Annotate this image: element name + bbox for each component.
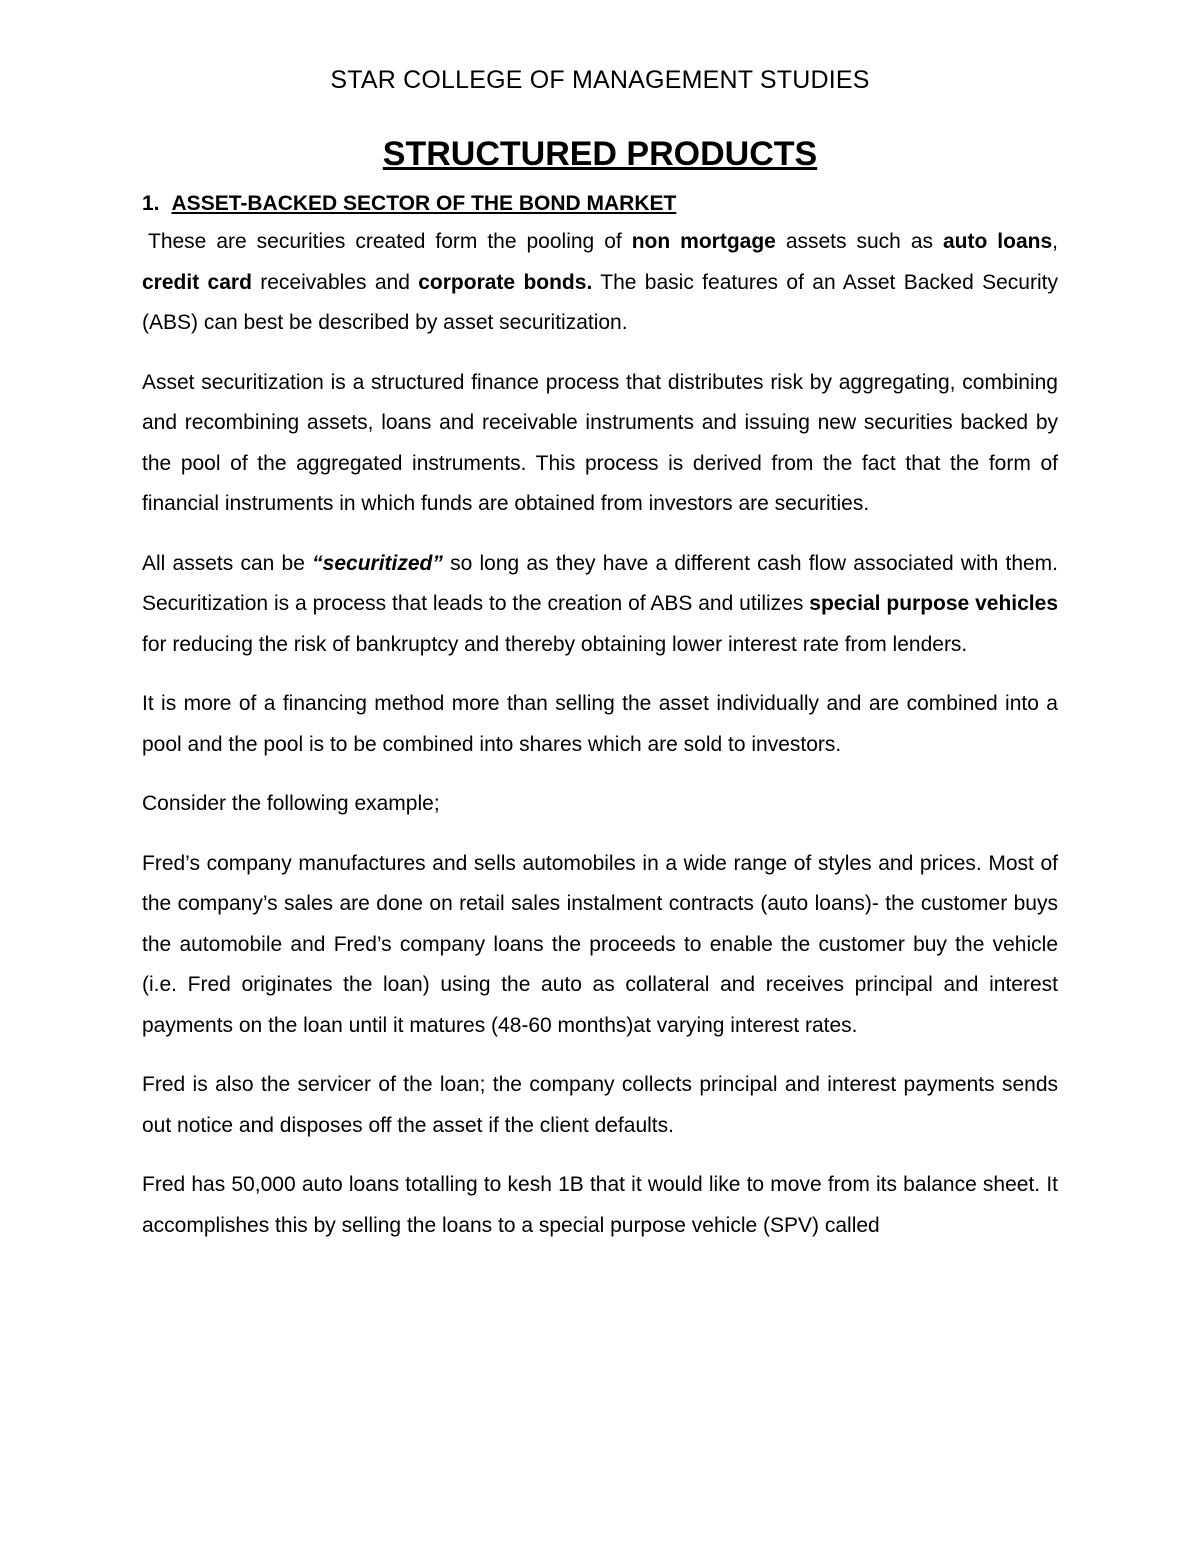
paragraph-example-intro: Consider the following example; (142, 792, 440, 815)
college-name: STAR COLLEGE OF MANAGEMENT STUDIES (330, 66, 870, 94)
bold-term: credit card (142, 270, 252, 294)
bold-term: non mortgage (631, 230, 776, 253)
bold-italic-term: “securitized” (312, 551, 443, 575)
paragraph-fred-company: Fred’s company manufactures and sells automobiles in a wide range of styles and prices. Most of the company’s sales are done on retail sales instalment contracts (auto loans)- the customer buys the automobile and Fred’s company loans the proceeds to enable the customer buy the vehicle (i.e. Fred originates the loan) using the auto as collateral and receives principal and interest payments on the loan until it matures (48-60 months)at varying interest rates. (142, 851, 1058, 1037)
paragraph-fred-loans: Fred has 50,000 auto loans totalling to kesh 1B that it would like to move from its balance sheet. It accomplishes this by selling the loans to a special purpose vehicle (SPV) called (142, 1173, 1058, 1237)
section-heading-text: ASSET-BACKED SECTOR OF THE BOND MARKET (171, 192, 677, 215)
paragraph-fred-servicer: Fred is also the servicer of the loan; the company collects principal and interest payments sends out notice and disposes off the asset if the client defaults. (142, 1073, 1058, 1137)
bold-term: auto loans (942, 230, 1053, 253)
bold-term: corporate bonds. (418, 270, 593, 294)
document-title: STRUCTURED PRODUCTS (382, 135, 818, 173)
paragraph-abs-definition: These are securities created form the pooling of non mortgage assets such as auto loans, credit card receivables and corporate bonds. The basic features of an Asset Backed Security (ABS) can best be described by asset securitization. (142, 230, 1058, 334)
document-page (142, 66, 1058, 1246)
paragraph-securitized-assets: All assets can be “securitized” so long as they have a different cash flow associated with them. Securitization is a process that leads to the creation of ABS and utilizes special purpose vehicles for reducing the risk of bankruptcy and thereby obtaining lower interest rate from lenders. (142, 551, 1058, 656)
section-heading (142, 192, 1058, 216)
paragraph-asset-securitization: Asset securitization is a structured finance process that distributes risk by aggregating, combining and recombining assets, loans and receivable instruments and issuing new securities backed by the pool of the aggregated instruments. This process is derived from the fact that the form of financial instruments in which funds are obtained from investors are securities. (142, 370, 1058, 515)
paragraph-financing-method: It is more of a financing method more than selling the asset individually and are combined into a pool and the pool is to be combined into shares which are sold to investors. (142, 692, 1058, 756)
bold-term: special purpose vehicles (809, 592, 1058, 615)
section-number: 1. (142, 192, 160, 215)
